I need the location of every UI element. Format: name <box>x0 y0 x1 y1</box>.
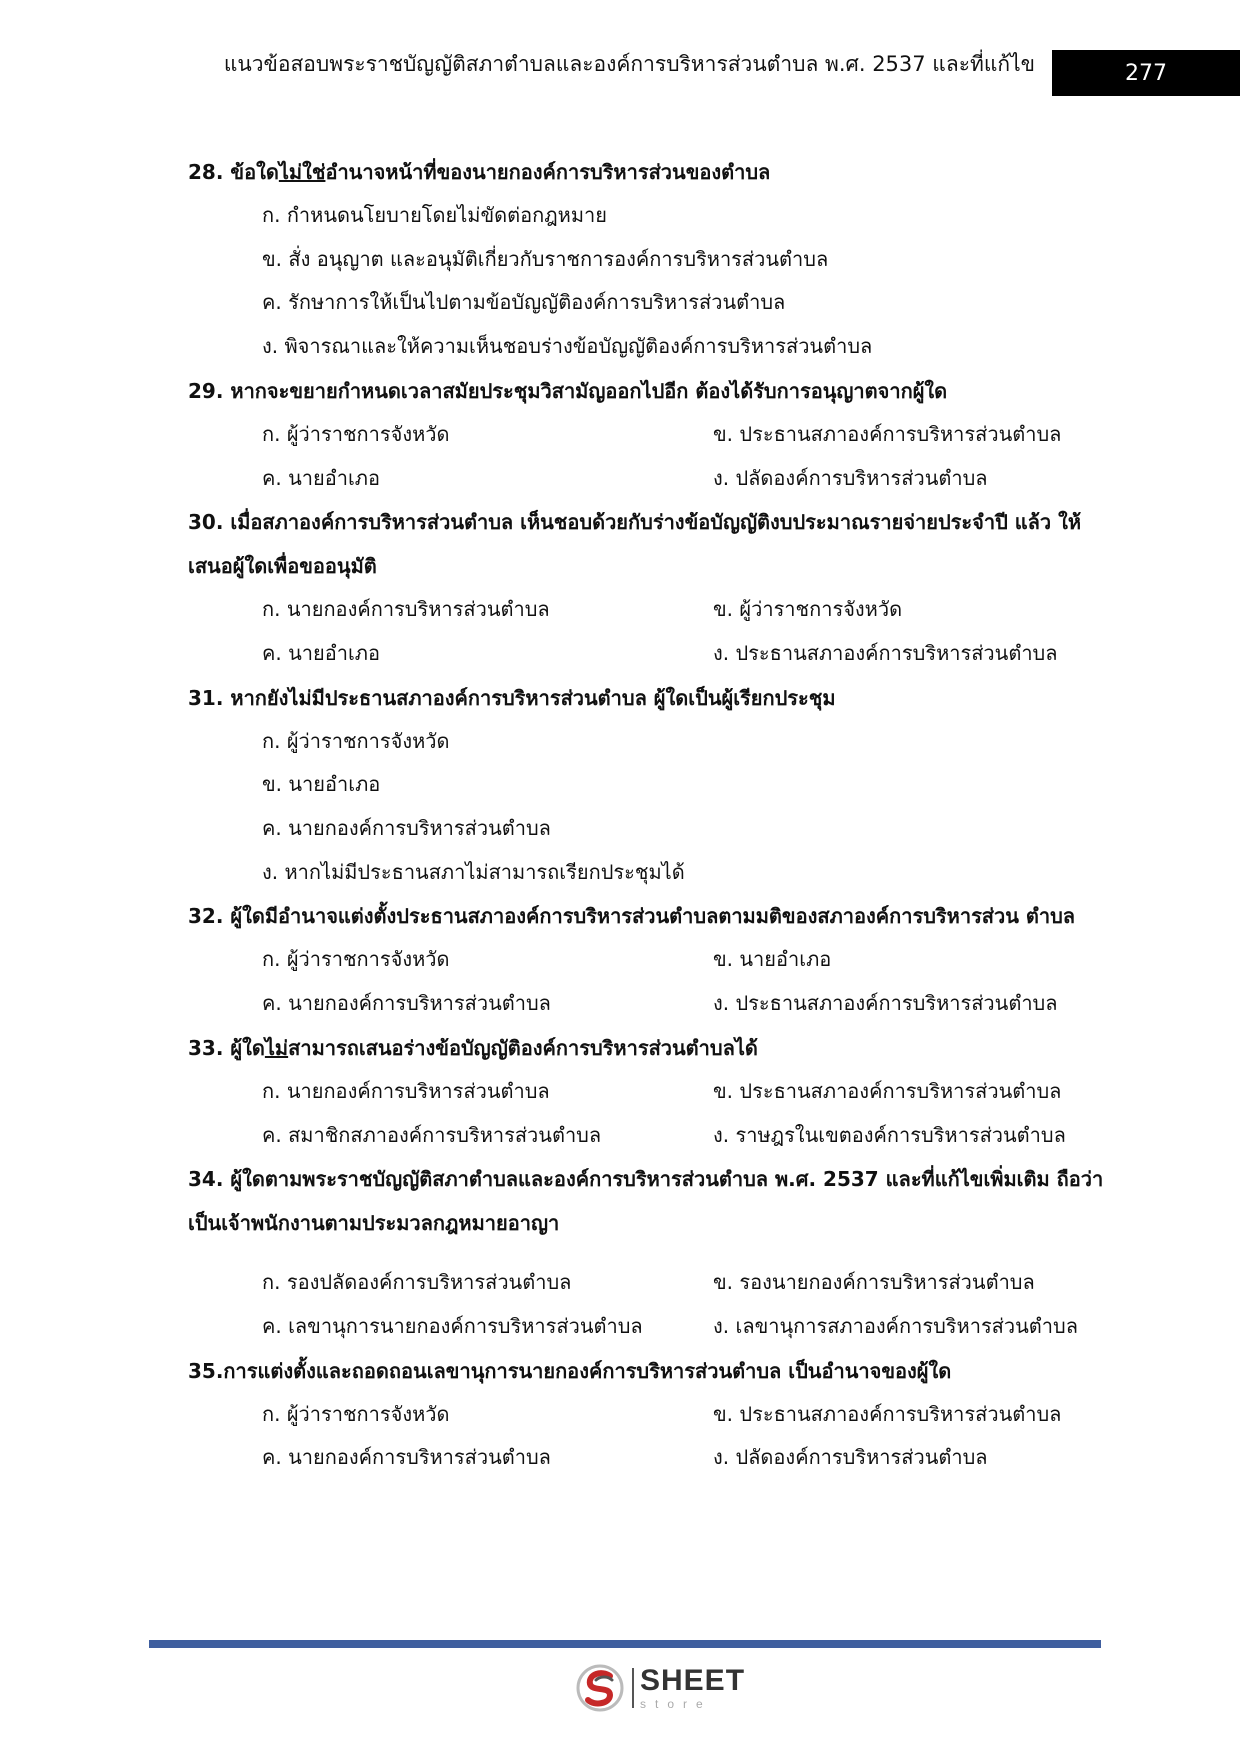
option: ข. นายอำเภอ <box>713 947 832 972</box>
question-29: 29. หากจะขยายกำหนดเวลาสมัยประชุมวิสามัญออกไปอีก ต้องได้รับการอนุญาตจากผู้ใด <box>188 378 948 403</box>
option: ค. สมาชิกสภาองค์การบริหารส่วนตำบล <box>262 1122 602 1147</box>
option: ก. ผู้ว่าราชการจังหวัด <box>262 947 450 972</box>
sheet-s-logo-icon <box>574 1662 626 1714</box>
page-header-title: แนวข้อสอบพระราชบัญญัติสภาตำบลและองค์การบริหารส่วนตำบล พ.ศ. 2537 และที่แก้ไข <box>223 52 1035 76</box>
underlined-word: ไม่ <box>264 1035 289 1060</box>
sheet-store-logo <box>574 1662 745 1714</box>
question-33: 33. ผู้ใดไม่สามารถเสนอร่างข้อบัญญัติองค์การบริหารส่วนตำบลได้ <box>188 1035 758 1060</box>
option: ค. เลขานุการนายกองค์การบริหารส่วนตำบล <box>262 1313 643 1338</box>
options-34 <box>262 1261 1118 1348</box>
option: ข. รองนายกองค์การบริหารส่วนตำบล <box>713 1270 1035 1295</box>
option: ง. ปลัดองค์การบริหารส่วนตำบล <box>713 1445 988 1470</box>
option: ก. รองปลัดองค์การบริหารส่วนตำบล <box>262 1270 572 1295</box>
options-35 <box>262 1393 1118 1480</box>
option: ค. นายกองค์การบริหารส่วนตำบล <box>262 991 551 1016</box>
logo-separator <box>632 1668 634 1708</box>
option: ง. พิจารณาและให้ความเห็นชอบร่างข้อบัญญัติองค์การบริหารส่วนตำบล <box>262 334 873 359</box>
option: ง. ราษฎรในเขตองค์การบริหารส่วนตำบล <box>713 1122 1066 1147</box>
option: ค. นายอำเภอ <box>262 640 380 665</box>
option: ข. ประธานสภาองค์การบริหารส่วนตำบล <box>713 1401 1062 1426</box>
option: ง. ประธานสภาองค์การบริหารส่วนตำบล <box>713 991 1058 1016</box>
option: ก. นายกองค์การบริหารส่วนตำบล <box>262 1078 550 1103</box>
options-29 <box>262 413 1118 500</box>
option: ก. ผู้ว่าราชการจังหวัด <box>262 421 450 446</box>
option: ข. สั่ง อนุญาต และอนุมัติเกี่ยวกับราชการองค์การบริหารส่วนตำบล <box>262 246 829 271</box>
option: ข. ผู้ว่าราชการจังหวัด <box>713 597 903 622</box>
option: ง. เลขานุการสภาองค์การบริหารส่วนตำบล <box>713 1313 1078 1338</box>
question-28: 28. ข้อใดไม่ใช่อำนาจหน้าที่ของนายกองค์การบริหารส่วนของตำบล <box>188 160 771 184</box>
options-33 <box>262 1070 1118 1157</box>
option: ค. นายอำเภอ <box>262 465 380 490</box>
options-31 <box>262 720 1118 895</box>
option: ก. ผู้ว่าราชการจังหวัด <box>262 728 450 753</box>
options-30 <box>262 588 1118 675</box>
question-34: 34. ผู้ใดตามพระราชบัญญัติสภาตำบลและองค์การบริหารส่วนตำบล พ.ศ. 2537 และที่แก้ไขเพิ่มเติม ถือว่าเป็นเจ้าพนักงานตามประมวลกฎหมายอาญา <box>188 1167 1104 1236</box>
option: ง. หากไม่มีประธานสภาไม่สามารถเรียกประชุมได้ <box>262 859 685 884</box>
option: ง. ปลัดองค์การบริหารส่วนตำบล <box>713 465 988 490</box>
question-32: 32. ผู้ใดมีอำนาจแต่งตั้งประธานสภาองค์การบริหารส่วนตำบลตามมติของสภาองค์การบริหารส่วน ตำบล <box>188 904 1076 929</box>
option: ค. รักษาการให้เป็นไปตามข้อบัญญัติองค์การบริหารส่วนตำบล <box>262 290 786 315</box>
logo-subtext: store <box>640 1697 712 1711</box>
option: ข. ประธานสภาองค์การบริหารส่วนตำบล <box>713 421 1062 446</box>
option: ง. ประธานสภาองค์การบริหารส่วนตำบล <box>713 640 1058 665</box>
option: ข. ประธานสภาองค์การบริหารส่วนตำบล <box>713 1078 1062 1103</box>
option: ข. นายอำเภอ <box>262 772 381 797</box>
options-32 <box>262 938 1118 1025</box>
option: ค. นายกองค์การบริหารส่วนตำบล <box>262 1445 551 1470</box>
option: ก. นายกองค์การบริหารส่วนตำบล <box>262 597 550 622</box>
question-35: 35.การแต่งตั้งและถอดถอนเลขานุการนายกองค์การบริหารส่วนตำบล เป็นอำนาจของผู้ใด <box>188 1358 952 1383</box>
option: ก. ผู้ว่าราชการจังหวัด <box>262 1401 450 1426</box>
logo-wordmark: SHEET <box>640 1664 746 1697</box>
question-31: 31. หากยังไม่มีประธานสภาองค์การบริหารส่วนตำบล ผู้ใดเป็นผู้เรียกประชุม <box>188 685 836 710</box>
footer-divider <box>149 1640 1101 1648</box>
question-30: 30. เมื่อสภาองค์การบริหารส่วนตำบล เห็นชอบด้วยกับร่างข้อบัญญัติงบประมาณรายจ่ายประจำปี แล้ว ให้เสนอผู้ใดเพื่อขออนุมัติ <box>188 510 1082 579</box>
underlined-word: ไม่ใช่ <box>278 160 326 184</box>
options-28 <box>262 194 1118 369</box>
option: ก. กำหนดนโยบายโดยไม่ขัดต่อกฎหมาย <box>262 203 607 227</box>
option: ค. นายกองค์การบริหารส่วนตำบล <box>262 816 551 841</box>
page-number: 277 <box>1125 60 1167 86</box>
page-number-badge <box>1052 50 1240 96</box>
question-list <box>188 150 1118 1480</box>
